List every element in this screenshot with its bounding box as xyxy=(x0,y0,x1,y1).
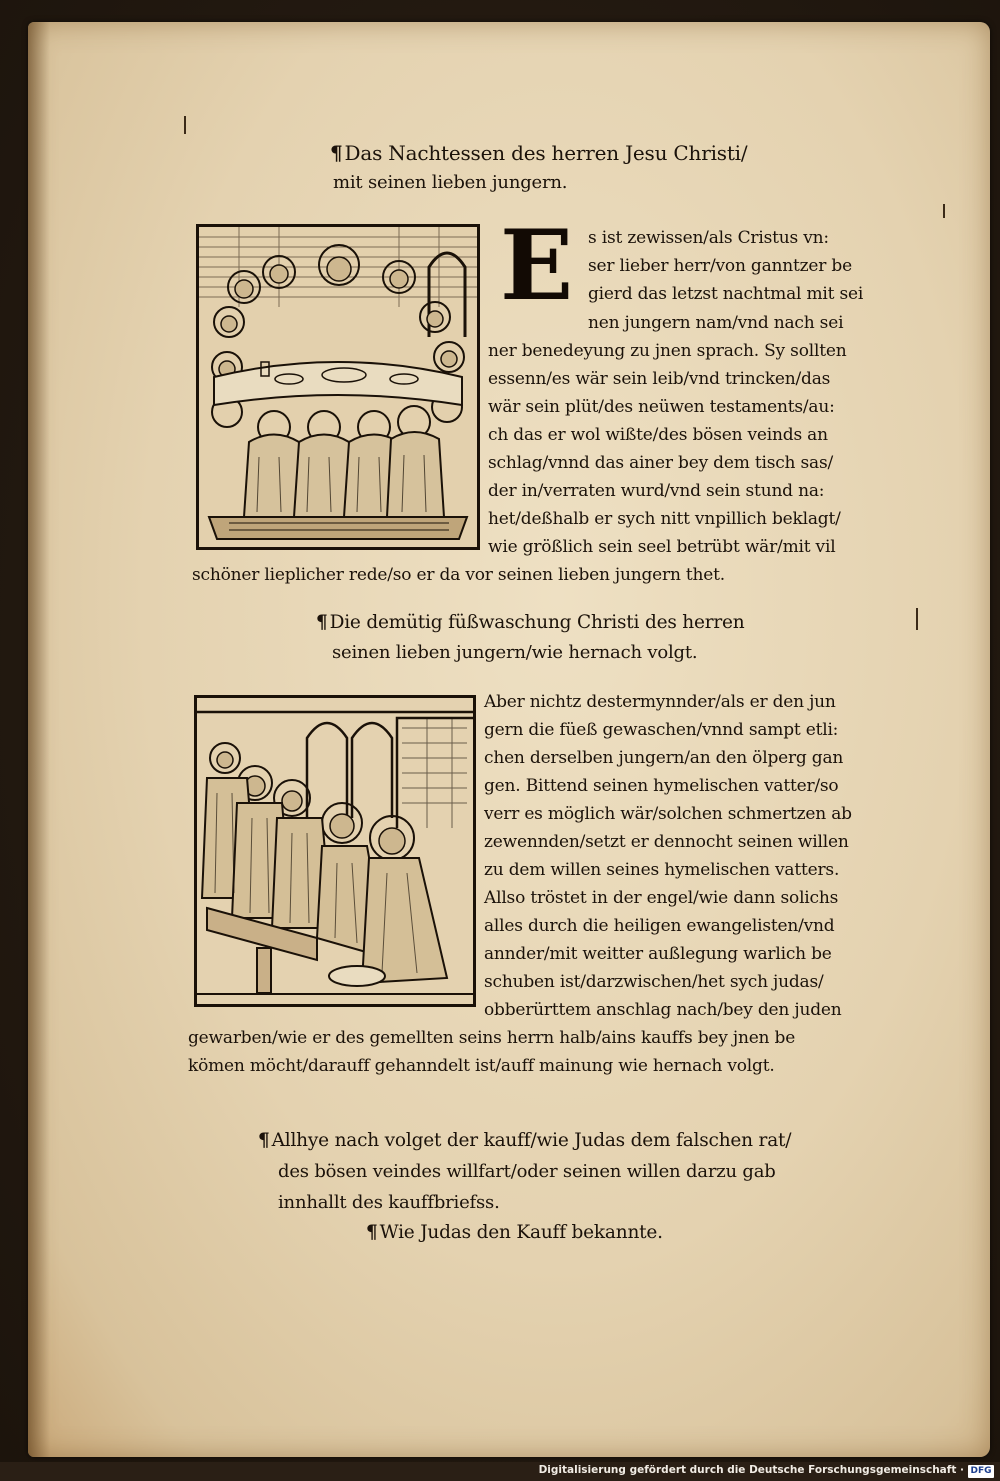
text-line: schuben ist/darzwischen/het sych judas/ xyxy=(484,972,824,992)
heading-judas-purchase xyxy=(258,1130,791,1151)
text-line: gierd das letzst nachtmal mit sei xyxy=(588,284,864,304)
last-supper-woodcut-icon xyxy=(196,224,480,550)
text-line: wär sein plüt/des neüwen testaments/au: xyxy=(488,397,835,417)
text-line: essenn/es wär sein leib/vnd trincken/das xyxy=(488,369,831,389)
last-supper-woodcut-drawing xyxy=(199,227,477,547)
text-line: verr es möglich wär/solchen schmertzen ab xyxy=(484,804,852,824)
foot-washing-woodcut-icon xyxy=(194,695,476,1007)
text-line: schöner lieplicher rede/so er da vor seinen lieben jungern thet. xyxy=(192,565,726,585)
pilcrow-mark: ¶ xyxy=(258,1130,270,1151)
heading-judas-purchase-line3: innhallt des kauffbriefss. xyxy=(278,1192,500,1213)
initial-capital-e: E xyxy=(500,209,574,322)
funding-credit: Digitalisierung gefördert durch die Deutsche Forschungsgemeinschaft · xyxy=(538,1464,964,1476)
margin-mark xyxy=(943,204,945,218)
foot-washing-woodcut-drawing xyxy=(197,698,473,1004)
text-line: Allso tröstet in der engel/wie dann solichs xyxy=(484,888,839,908)
text-line: het/deßhalb er sych nitt vnpillich beklagt/ xyxy=(488,509,841,529)
margin-mark xyxy=(184,116,186,134)
text-line: ner benedeyung zu jnen sprach. Sy sollten xyxy=(488,341,847,361)
heading-line: Allhye nach volget der kauff/wie Judas dem falschen rat/ xyxy=(271,1130,792,1151)
text-line: gern die füeß gewaschen/vnnd sampt etli: xyxy=(484,720,839,740)
text-line: wie größlich sein seel betrübt wär/mit vil xyxy=(488,537,836,557)
pilcrow-mark: ¶ xyxy=(316,612,328,633)
heading-line: Die demütig füßwaschung Christi des herren xyxy=(329,612,745,633)
dfg-logo: DFG xyxy=(968,1465,994,1478)
text-line: gewarben/wie er des gemellten seins herrn halb/ains kauffs bey jnen be xyxy=(188,1028,796,1048)
heading-line: Das Nachtessen des herren Jesu Christi/ xyxy=(344,141,748,165)
text-line: annder/mit weitter außlegung warlich be xyxy=(484,944,832,964)
heading-last-supper xyxy=(330,141,747,165)
text-line: der in/verraten wurd/vnd sein stund na: xyxy=(488,481,825,501)
text-line: zu dem willen seines hymelischen vatters. xyxy=(484,860,840,880)
margin-mark xyxy=(916,608,918,630)
heading-foot-washing-line2: seinen lieben jungern/wie hernach volgt. xyxy=(332,642,698,663)
text-line: chen derselben jungern/an den ölperg gan xyxy=(484,748,844,768)
heading-line: Wie Judas den Kauff bekannte. xyxy=(379,1222,663,1243)
text-line: gen. Bittend seinen hymelischen vatter/so xyxy=(484,776,839,796)
heading-last-supper-line2: mit seinen lieben jungern. xyxy=(333,172,568,193)
text-line: s ist zewissen/als Cristus vn: xyxy=(588,228,829,248)
text-line: ser lieber herr/von ganntzer be xyxy=(588,256,852,276)
text-line: schlag/vnnd das ainer bey dem tisch sas/ xyxy=(488,453,834,473)
text-line: zewennden/setzt er dennocht seinen willen xyxy=(484,832,849,852)
text-line: alles durch die heiligen ewangelisten/vnd xyxy=(484,916,835,936)
heading-foot-washing xyxy=(316,612,745,633)
text-line: ch das er wol wißte/des bösen veinds an xyxy=(488,425,828,445)
heading-judas-confessed xyxy=(366,1222,663,1243)
pilcrow-mark: ¶ xyxy=(366,1222,378,1243)
heading-judas-purchase-line2: des bösen veindes willfart/oder seinen willen darzu gab xyxy=(278,1161,776,1182)
text-line: nen jungern nam/vnd nach sei xyxy=(588,313,844,333)
pilcrow-mark: ¶ xyxy=(330,141,343,165)
text-line: Aber nichtz destermynnder/als er den jun xyxy=(484,692,836,712)
text-line: obberürttem anschlag nach/bey den juden xyxy=(484,1000,842,1020)
text-line: kömen möcht/darauff gehanndelt ist/auff mainung wie hernach volgt. xyxy=(188,1056,775,1076)
page-gutter-shadow xyxy=(28,22,50,1457)
